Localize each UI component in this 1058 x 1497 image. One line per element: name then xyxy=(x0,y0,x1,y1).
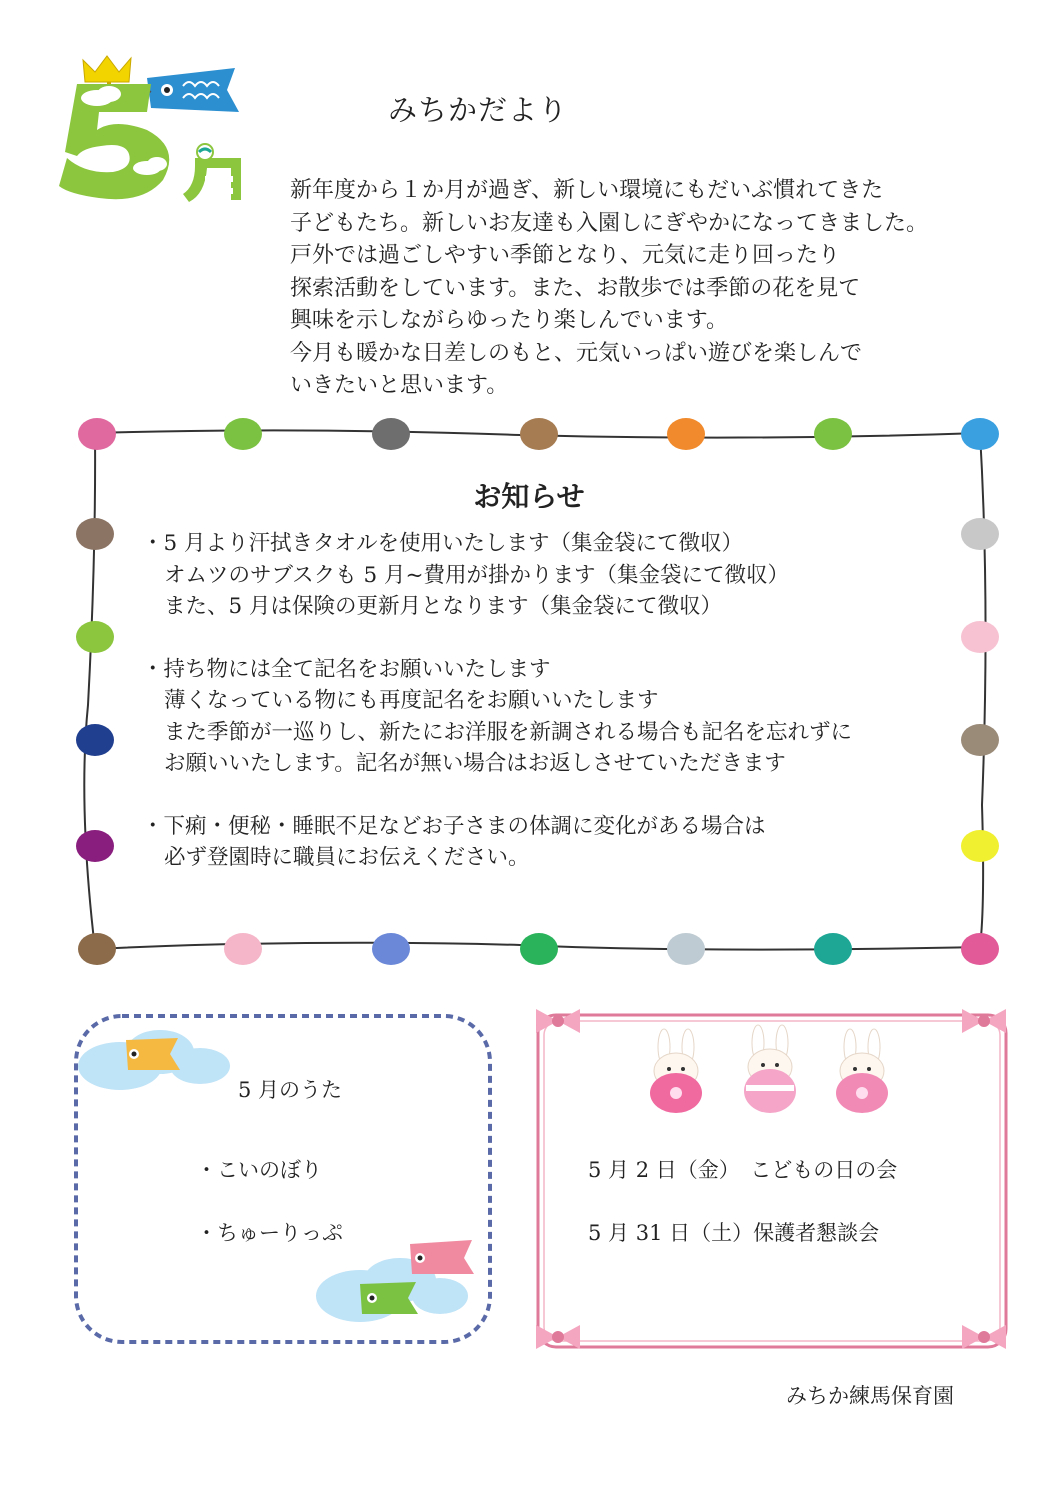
frame-dot xyxy=(667,933,705,965)
frame-dot xyxy=(76,518,114,550)
event-item: 5 月 31 日（土）保護者懇談会 xyxy=(588,1221,880,1245)
frame-dot xyxy=(961,418,999,450)
notice-paragraph xyxy=(142,811,852,874)
frame-dot xyxy=(76,830,114,862)
frame-dot xyxy=(961,830,999,862)
notice-line: また季節が一巡りし、新たにお洋服を新調される場合も記名を忘れずに xyxy=(164,719,853,745)
notice-line: ・下痢・便秘・睡眠不足などお子さまの体調に変化がある場合は xyxy=(142,813,766,839)
pink-koinobori-icon xyxy=(410,1240,474,1274)
frame-dot xyxy=(667,418,705,450)
frame-dot xyxy=(961,724,999,756)
song-item: ・こいのぼり xyxy=(196,1158,322,1182)
page-title: みちかだより xyxy=(388,93,569,127)
notice-line: 必ず登園時に職員にお伝えください。 xyxy=(164,845,530,870)
notice-line: ・持ち物には全て記名をお願いいたします xyxy=(142,656,551,682)
intro-line: 新年度から１か月が過ぎ、新しい環境にもだいぶ慣れてきた xyxy=(290,178,884,203)
intro-line: 探索活動をしています。また、お散歩では季節の花を見て xyxy=(290,275,861,301)
organization-name: みちか練馬保育園 xyxy=(786,1384,954,1408)
frame-dot xyxy=(520,418,558,450)
frame-dot xyxy=(372,418,410,450)
intro-line: 興味を示しながらゆったり楽しんでいます。 xyxy=(290,308,729,333)
notice-title: お知らせ xyxy=(473,480,585,513)
frame-dot xyxy=(76,621,114,653)
frame-dot xyxy=(961,518,999,550)
bunny-doll-icon xyxy=(744,1025,796,1113)
frame-dot xyxy=(224,418,262,450)
notice-line: オムツのサブスクも 5 月~費用が掛かります（集金袋にて徴収） xyxy=(164,562,790,588)
notice-paragraph xyxy=(142,528,852,623)
notice-line: また、5 月は保険の更新月となります（集金袋にて徴収） xyxy=(164,594,723,619)
ribbon-icon xyxy=(536,1009,580,1033)
ribbon-icon xyxy=(536,1325,580,1349)
frame-dot xyxy=(961,621,999,653)
event-item: 5 月 2 日（金） こどもの日の会 xyxy=(588,1158,898,1182)
notice-line: 薄くなっている物にも再度記名をお願いいたします xyxy=(164,688,659,713)
song-item: ・ちゅーりっぷ xyxy=(196,1221,343,1245)
frame-dot xyxy=(814,933,852,965)
may-logo xyxy=(55,48,275,208)
frame-dot xyxy=(78,418,116,450)
intro-line: いきたいと思います。 xyxy=(290,373,509,398)
bunny-doll-icon xyxy=(836,1029,888,1113)
bunny-doll-icon xyxy=(650,1029,702,1113)
frame-dot xyxy=(961,933,999,965)
frame-dot xyxy=(76,724,114,756)
frame-dot xyxy=(372,933,410,965)
songs-title: 5 月のうた xyxy=(238,1078,343,1102)
frame-dot xyxy=(78,933,116,965)
koinobori-5-month-icon xyxy=(55,48,275,208)
notice-paragraph xyxy=(142,654,852,780)
notice-line: お願いいたします。記名が無い場合はお返しさせていただきます xyxy=(164,751,786,776)
frame-dot xyxy=(520,933,558,965)
frame-dot xyxy=(814,418,852,450)
intro-text xyxy=(290,175,928,403)
intro-line: 戸外では過ごしやすい季節となり、元気に走り回ったり xyxy=(290,243,841,268)
intro-line: 今月も暖かな日差しのもと、元気いっぱい遊びを楽しんで xyxy=(290,340,863,366)
frame-dot xyxy=(224,933,262,965)
intro-line: 子どもたち。新しいお友達も入園しにぎやかになってきました。 xyxy=(290,210,929,236)
notice-line: ・5 月より汗拭きタオルを使用いたします（集金袋にて徴収） xyxy=(142,531,744,556)
notice-body xyxy=(142,528,852,905)
